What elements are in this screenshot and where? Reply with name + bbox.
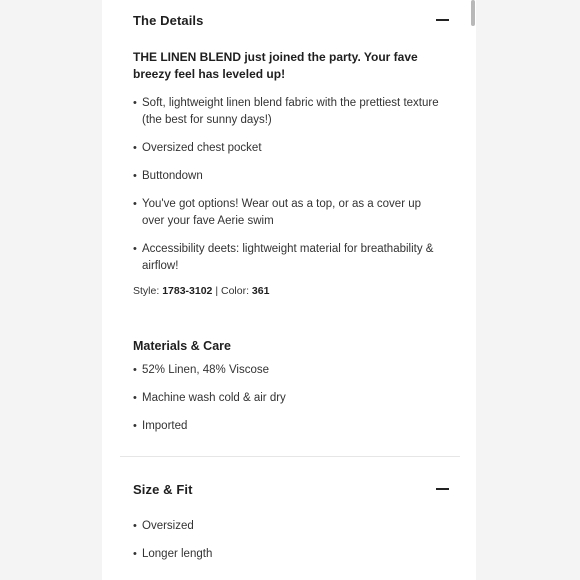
details-bullet-text: Accessibility deets: lightweight material for breathability & airflow! [142,243,434,272]
list-item [133,168,443,185]
list-item [133,390,443,407]
scrollbar-thumb[interactable] [471,0,475,26]
details-intro: THE LINEN BLEND just joined the party. Your fave breezy feel has leveled up! [133,50,418,81]
bullet-icon: • [133,364,137,376]
list-item [133,362,443,379]
list-item [133,140,443,157]
materials-bullet-text: Imported [142,420,188,432]
materials-bullet-text: 52% Linen, 48% Viscose [142,364,270,376]
color-value: 361 [251,285,270,297]
size-fit-bullet-text: Longer length [142,548,213,560]
size-fit-section-title: Size & Fit [133,481,193,497]
collapse-size-fit-icon[interactable] [436,483,449,495]
bullet-icon: • [133,198,137,210]
details-bullet-text: Buttondown [142,170,203,182]
size-fit-bullet-text: Oversized [142,520,194,532]
bullet-icon: • [133,420,137,432]
style-label: Style: [133,285,160,297]
details-section-title: The Details [133,12,204,28]
details-section-header[interactable] [133,8,449,32]
color-label: Color: [220,285,249,297]
list-item [133,95,443,129]
list-item [133,241,443,275]
separator: | [215,285,219,297]
bullet-icon: • [133,170,137,182]
size-fit-section-header[interactable] [133,477,449,501]
bullet-icon: • [133,97,137,109]
list-item [133,196,443,230]
bullet-icon: • [133,548,137,560]
bullet-icon: • [133,142,137,154]
list-item [133,546,443,563]
section-divider [120,456,460,457]
bullet-icon: • [133,520,137,532]
materials-bullet-text: Machine wash cold & air dry [142,392,286,404]
style-color-info [133,285,269,297]
materials-care-title: Materials & Care [133,339,231,353]
details-bullet-text: Soft, lightweight linen blend fabric with the prettiest texture (the best for sunny days!) [142,97,439,126]
details-bullet-text: Oversized chest pocket [142,142,262,154]
list-item [133,518,443,535]
bullet-icon: • [133,392,137,404]
details-bullet-text: You've got options! Wear out as a top, or as a cover up over your fave Aerie swim [142,198,422,227]
list-item [133,418,443,435]
bullet-icon: • [133,243,137,255]
collapse-details-icon[interactable] [436,14,449,26]
style-value: 1783-3102 [162,285,213,297]
